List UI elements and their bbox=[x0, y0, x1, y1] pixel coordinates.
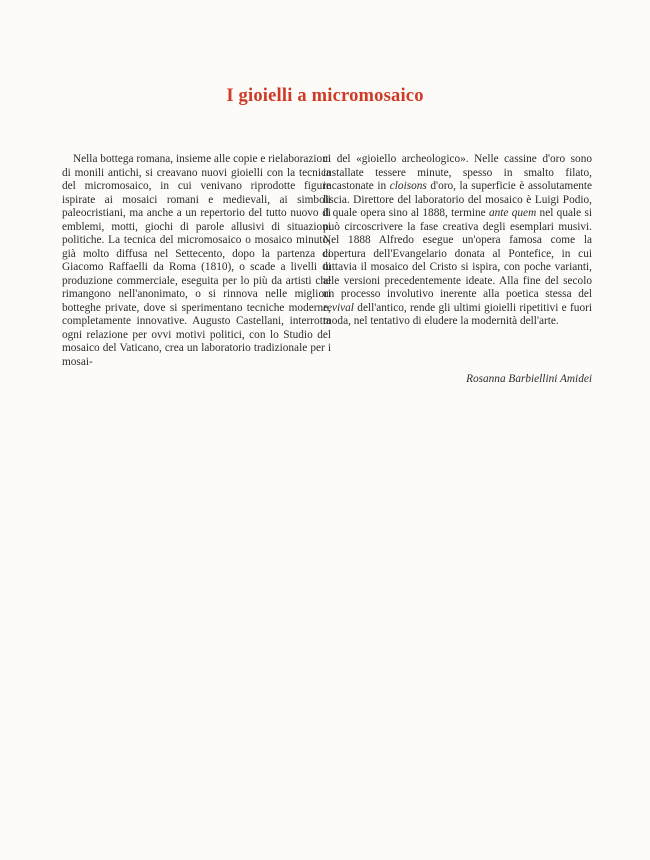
page-title: I gioielli a micromosaico bbox=[226, 86, 424, 106]
left-column bbox=[62, 153, 331, 369]
paragraph-text: dell'antico, rende gli ultimi gioielli ripetitivi e fuori moda, nel tentativo di eludere la modernità dell'arte. bbox=[323, 301, 592, 327]
paragraph-text: nel quale si può circoscrivere la fase creativa degli esemplari musivi. Nel 1888 Alfredo esegue un'opera famosa come la copertura dell'Evangelario donata al Pontefice, in cui tuttavia il mosaico del Cristo si ispira, con poche varianti, alle versioni precedentemente ideate. Alla fine del secolo un processo involutivo inerente alla poetica stessa del bbox=[323, 207, 592, 300]
italic-term-ante-quem: ante quem bbox=[488, 207, 537, 219]
paragraph-text: ci del «gioiello archeologico». Nelle cassine d'oro sono installate tessere minute, spesso in smalto filato, incastonate in bbox=[323, 153, 592, 192]
left-column-paragraph: Nella bottega romana, insieme alle copie e rielaborazioni di monili antichi, si creavano nuovi gioielli con la tecnica del micromosaico, in cui venivano riprodotte figure ispirate ai mosaici romani e medievali, ai simboli paleocristiani, ma anche a un repertorio del tutto nuovo di emblemi, motti, giochi di parole allusivi di situazioni politiche. La tecnica del micromosaico o mosaico minuto, già molto diffusa nel Settecento, dopo la partenza di Giacomo Raffaelli da Roma (1810), o scade a livelli di produzione commerciale, eseguita per lo più da artisti che rimangono nell'anonimato, o si rinnova nelle migliori botteghe private, dove si sperimentano tecniche moderne, completamente innovative. Augusto Castellani, interrotta ogni relazione per ovvi motivi politici, con lo Studio del mosaico del Vaticano, crea un laboratorio tradizionale per i mosai- bbox=[62, 153, 331, 368]
italic-term-revival: revival bbox=[323, 301, 354, 314]
author-signature: Rosanna Barbiellini Amidei bbox=[466, 373, 592, 385]
right-column bbox=[323, 153, 592, 329]
paragraph-text: d'oro, la superficie è assolutamente liscia. Direttore del laboratorio del mosaico è Luigi Podio, il quale opera sino al 1888, termine bbox=[323, 180, 593, 219]
right-column-paragraph bbox=[323, 153, 592, 329]
italic-term-cloisons: cloisons bbox=[389, 180, 427, 192]
